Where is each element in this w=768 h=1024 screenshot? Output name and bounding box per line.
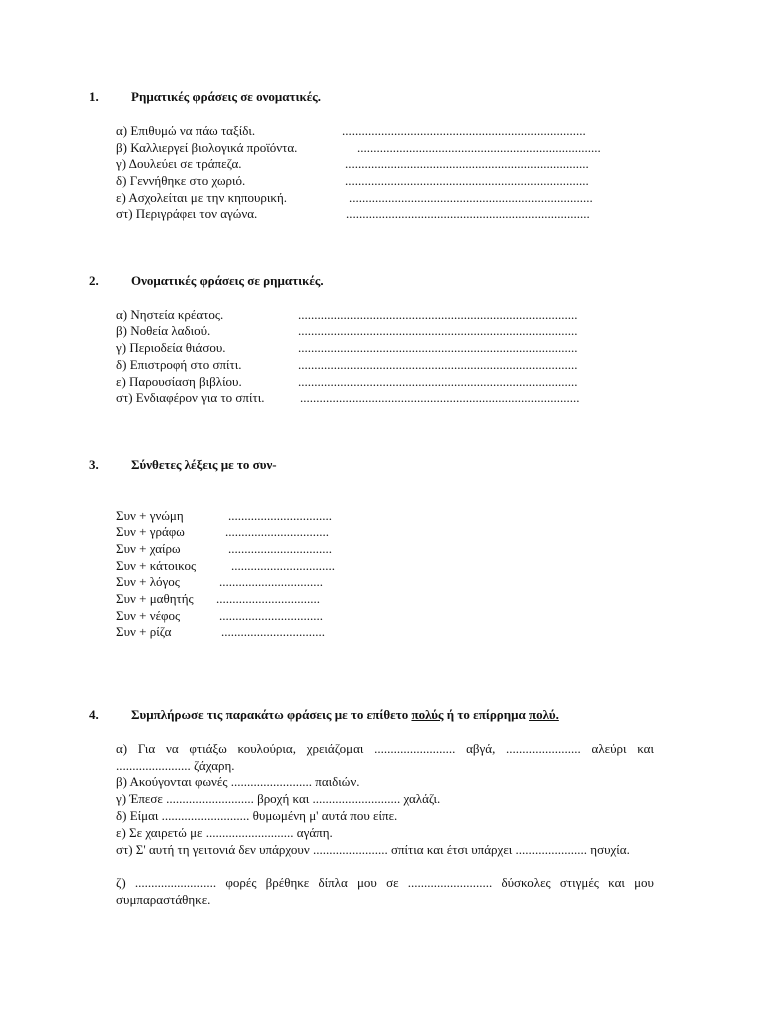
s4-sentence-z: ζ) ......................... φορές βρέθηκε δίπλα μου σε .......................... δύσκολες στιγμές και μου συμπαραστάθηκε. <box>116 875 654 907</box>
s4-sentence-a: α) Για να φτιάξω κουλούρια, χρειάζομαι ......................... αβγά, ....................... αλεύρι και ....................... ζάχαρη. <box>116 741 654 773</box>
s3-item-2: Συν + γράφω <box>116 524 185 539</box>
s2-item-d-blank: ...................................................................................... <box>298 357 578 372</box>
s3-item-2-blank: ................................ <box>225 524 329 539</box>
s1-item-a: α) Επιθυμώ να πάω ταξίδι. <box>116 123 256 138</box>
s3-item-5: Συν + λόγος <box>116 574 180 589</box>
s3-item-3: Συν + χαίρω <box>116 541 181 556</box>
s1-item-a-blank: ........................................................................... <box>342 123 586 138</box>
s4-sentence-c: γ) Έπεσε ........................... βροχή και ........................... χαλάζι. <box>116 791 441 806</box>
section-4-title-prefix: Συμπλήρωσε τις παρακάτω φράσεις με το επίθετο <box>131 707 412 722</box>
s1-item-st-blank: ........................................................................... <box>346 206 590 221</box>
s1-item-c: γ) Δουλεύει σε τράπεζα. <box>116 156 242 171</box>
section-2-number: 2. <box>89 273 99 288</box>
section-3-number: 3. <box>89 457 99 472</box>
s3-item-5-blank: ................................ <box>219 574 323 589</box>
s1-item-b: β) Καλλιεργεί βιολογικά προϊόντα. <box>116 140 298 155</box>
s2-item-e: ε) Παρουσίαση βιβλίου. <box>116 374 242 389</box>
s3-item-7: Συν + νέφος <box>116 608 181 623</box>
s1-item-d-blank: ........................................................................... <box>345 173 589 188</box>
s3-item-3-blank: ................................ <box>228 541 332 556</box>
s2-item-e-blank: ...................................................................................... <box>298 374 578 389</box>
s2-item-b-blank: ...................................................................................... <box>298 323 578 338</box>
s2-item-st: στ) Ενδιαφέρον για το σπίτι. <box>116 390 265 405</box>
s1-item-c-blank: ........................................................................... <box>345 156 589 171</box>
section-4-title <box>131 707 559 723</box>
section-2-title: Ονοματικές φράσεις σε ρηματικές. <box>131 273 324 288</box>
section-4-title-word-poly: πολύ. <box>529 707 559 722</box>
s3-item-6-blank: ................................ <box>216 591 320 606</box>
s2-item-a: α) Νηστεία κρέατος. <box>116 307 224 322</box>
s1-item-b-blank: ........................................................................... <box>357 140 601 155</box>
section-4-number: 4. <box>89 707 99 722</box>
section-1-number: 1. <box>89 89 99 104</box>
s3-item-1-blank: ................................ <box>228 508 332 523</box>
section-3-title: Σύνθετες λέξεις με το συν- <box>131 457 277 472</box>
s2-item-st-blank: ...................................................................................... <box>300 390 580 405</box>
s3-item-6: Συν + μαθητής <box>116 591 194 606</box>
s2-item-c: γ) Περιοδεία θιάσου. <box>116 340 226 355</box>
s3-item-8-blank: ................................ <box>221 624 325 639</box>
s3-item-7-blank: ................................ <box>219 608 323 623</box>
s3-item-4: Συν + κάτοικος <box>116 558 197 573</box>
section-4-title-middle: ή το επίρρημα <box>443 707 530 722</box>
s3-item-8: Συν + ρίζα <box>116 624 172 639</box>
s1-item-st: στ) Περιγράφει τον αγώνα. <box>116 206 258 221</box>
s3-item-4-blank: ................................ <box>231 558 335 573</box>
s1-item-d: δ) Γεννήθηκε στο χωριό. <box>116 173 246 188</box>
section-4-title-word-polys: πολύς <box>411 707 444 722</box>
s1-item-e: ε) Ασχολείται με την κηπουρική. <box>116 190 288 205</box>
s4-sentence-b: β) Ακούγονται φωνές ......................... παιδιών. <box>116 774 360 789</box>
s2-item-d: δ) Επιστροφή στο σπίτι. <box>116 357 242 372</box>
section-1-title: Ρηματικές φράσεις σε ονοματικές. <box>131 89 322 104</box>
s4-sentence-st: στ) Σ' αυτή τη γειτονιά δεν υπάρχουν ....................... σπίτια και έτσι υπάρχει ...................... ησυχία. <box>116 842 630 857</box>
s3-item-1: Συν + γνώμη <box>116 508 184 523</box>
s2-item-c-blank: ...................................................................................... <box>298 340 578 355</box>
s4-sentence-d: δ) Είμαι ........................... θυμωμένη μ' αυτά που είπε. <box>116 808 398 823</box>
s2-item-a-blank: ...................................................................................... <box>298 307 578 322</box>
s4-sentence-e: ε) Σε χαιρετώ με ........................... αγάπη. <box>116 825 333 840</box>
s2-item-b: β) Νοθεία λαδιού. <box>116 323 211 338</box>
s1-item-e-blank: ........................................................................... <box>349 190 593 205</box>
